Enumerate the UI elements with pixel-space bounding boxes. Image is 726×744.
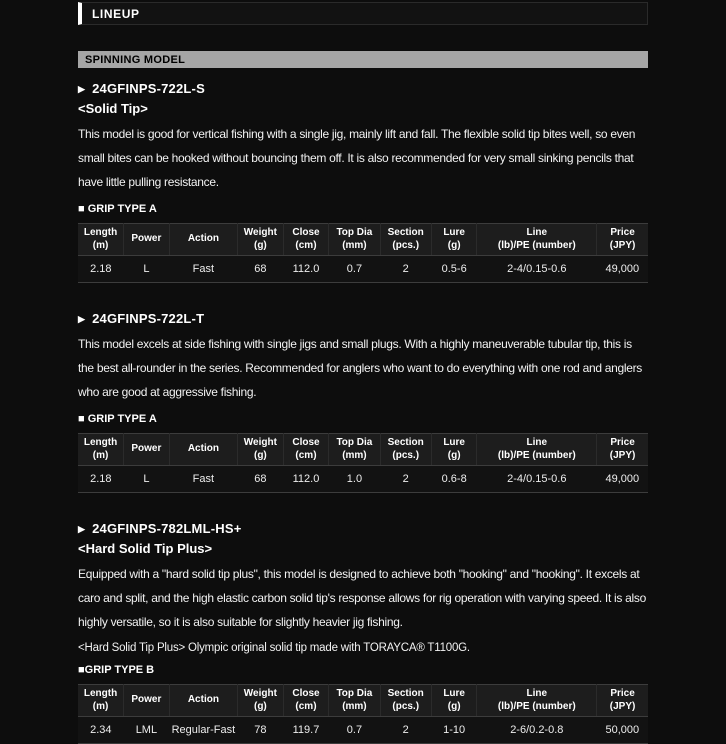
- spec-cell-close: 119.7: [283, 717, 329, 744]
- spec-cell-length: 2.18: [78, 466, 124, 493]
- col-header-close: Close (cm): [283, 685, 329, 717]
- col-header-power: Power: [124, 224, 170, 256]
- spec-cell-power: L: [124, 256, 170, 283]
- spec-cell-length: 2.18: [78, 256, 124, 283]
- spec-cell-close: 112.0: [283, 466, 329, 493]
- spec-cell-price: 50,000: [597, 717, 648, 744]
- col-header-power: Power: [124, 434, 170, 466]
- spec-cell-price: 49,000: [597, 466, 648, 493]
- col-header-action: Action: [169, 434, 237, 466]
- col-header-weight: Weight (g): [238, 224, 284, 256]
- spec-cell-lure: 0.6-8: [431, 466, 477, 493]
- model-description: This model excels at side fishing with single jigs and small plugs. With a highly maneuverable tubular tip, this is the best all-rounder in the series. Recommended for anglers who want to do everything with one rod and anglers who are good at aggressive fishing.: [78, 337, 643, 399]
- lineup-title: LINEUP: [92, 6, 140, 21]
- spec-cell-lure: 0.5-6: [431, 256, 477, 283]
- col-header-lure: Lure (g): [431, 685, 477, 717]
- spec-cell-topdia: 1.0: [329, 466, 380, 493]
- model-section: [78, 521, 648, 744]
- spec-cell-close: 112.0: [283, 256, 329, 283]
- spec-cell-weight: 68: [238, 256, 284, 283]
- spec-table: [78, 223, 648, 283]
- col-header-price: Price (JPY): [597, 224, 648, 256]
- spec-cell-action: Fast: [169, 256, 237, 283]
- grip-type-label: ■ GRIP TYPE A: [78, 413, 157, 425]
- spec-row: [78, 466, 648, 493]
- spec-cell-weight: 78: [238, 717, 284, 744]
- col-header-topdia: Top Dia (mm): [329, 434, 380, 466]
- spec-cell-line: 2-6/0.2-0.8: [477, 717, 597, 744]
- spec-cell-price: 49,000: [597, 256, 648, 283]
- spec-cell-topdia: 0.7: [329, 717, 380, 744]
- col-header-topdia: Top Dia (mm): [329, 224, 380, 256]
- model-title: [78, 521, 648, 537]
- grip-type-label: ■GRIP TYPE B: [78, 664, 155, 676]
- spec-row: [78, 256, 648, 283]
- model-name: 24GFINPS-722L-S: [92, 81, 205, 96]
- model-name: 24GFINPS-722L-T: [92, 311, 205, 326]
- spec-cell-length: 2.34: [78, 717, 124, 744]
- col-header-lure: Lure (g): [431, 434, 477, 466]
- spinning-model-section-bar: [78, 51, 648, 68]
- spec-cell-section: 2: [380, 717, 431, 744]
- col-header-section: Section (pcs.): [380, 224, 431, 256]
- grip-type-label: ■ GRIP TYPE A: [78, 203, 157, 215]
- col-header-line: Line (lb)/PE (number): [477, 224, 597, 256]
- spec-table: [78, 433, 648, 493]
- model-title: [78, 81, 648, 97]
- col-header-action: Action: [169, 685, 237, 717]
- spec-cell-section: 2: [380, 466, 431, 493]
- spec-cell-line: 2-4/0.15-0.6: [477, 256, 597, 283]
- spec-cell-action: Fast: [169, 466, 237, 493]
- spec-table: [78, 684, 648, 744]
- model-section: [78, 81, 648, 283]
- spec-cell-weight: 68: [238, 466, 284, 493]
- triangle-marker-icon: ▶: [78, 84, 86, 94]
- col-header-section: Section (pcs.): [380, 434, 431, 466]
- spec-header-row: [78, 224, 648, 256]
- spec-cell-section: 2: [380, 256, 431, 283]
- col-header-price: Price (JPY): [597, 434, 648, 466]
- triangle-marker-icon: ▶: [78, 314, 86, 324]
- model-title: [78, 311, 648, 327]
- spec-header-row: [78, 685, 648, 717]
- section-title: SPINNING MODEL: [85, 53, 186, 66]
- col-header-line: Line (lb)/PE (number): [477, 434, 597, 466]
- col-header-price: Price (JPY): [597, 685, 648, 717]
- model-subtitle: <Hard Solid Tip Plus>: [78, 541, 213, 556]
- col-header-lure: Lure (g): [431, 224, 477, 256]
- model-material-note: <Hard Solid Tip Plus> Olympic original solid tip made with TORAYCA® T1100G.: [78, 642, 470, 654]
- spec-cell-power: LML: [124, 717, 170, 744]
- model-name: 24GFINPS-782LML-HS+: [92, 521, 242, 536]
- col-header-length: Length (m): [78, 224, 124, 256]
- model-description: This model is good for vertical fishing with a single jig, mainly lift and fall. The flexible solid tip bites well, so even small bites can be hooked without bouncing them off. It is also recommended for very small sinking pencils that have little pulling resistance.: [78, 127, 636, 189]
- spec-cell-lure: 1-10: [431, 717, 477, 744]
- spec-row: [78, 717, 648, 744]
- col-header-close: Close (cm): [283, 224, 329, 256]
- spec-cell-action: Regular-Fast: [169, 717, 237, 744]
- col-header-close: Close (cm): [283, 434, 329, 466]
- lineup-header-bar: [78, 2, 648, 25]
- model-section: [78, 311, 648, 493]
- col-header-line: Line (lb)/PE (number): [477, 685, 597, 717]
- spec-cell-line: 2-4/0.15-0.6: [477, 466, 597, 493]
- col-header-topdia: Top Dia (mm): [329, 685, 380, 717]
- col-header-weight: Weight (g): [238, 434, 284, 466]
- spec-cell-power: L: [124, 466, 170, 493]
- spec-header-row: [78, 434, 648, 466]
- col-header-length: Length (m): [78, 434, 124, 466]
- model-subtitle: <Solid Tip>: [78, 101, 148, 116]
- col-header-action: Action: [169, 224, 237, 256]
- col-header-length: Length (m): [78, 685, 124, 717]
- spec-cell-topdia: 0.7: [329, 256, 380, 283]
- model-description: Equipped with a "hard solid tip plus", this model is designed to achieve both "hooking" and "hooking". It excels at caro and split, and the high elastic carbon solid tip's response allows for rig operation with varying speed. It is also highly versatile, so it is also suitable for slightly heavier jig fishing.: [78, 567, 646, 629]
- col-header-power: Power: [124, 685, 170, 717]
- col-header-weight: Weight (g): [238, 685, 284, 717]
- triangle-marker-icon: ▶: [78, 524, 86, 534]
- col-header-section: Section (pcs.): [380, 685, 431, 717]
